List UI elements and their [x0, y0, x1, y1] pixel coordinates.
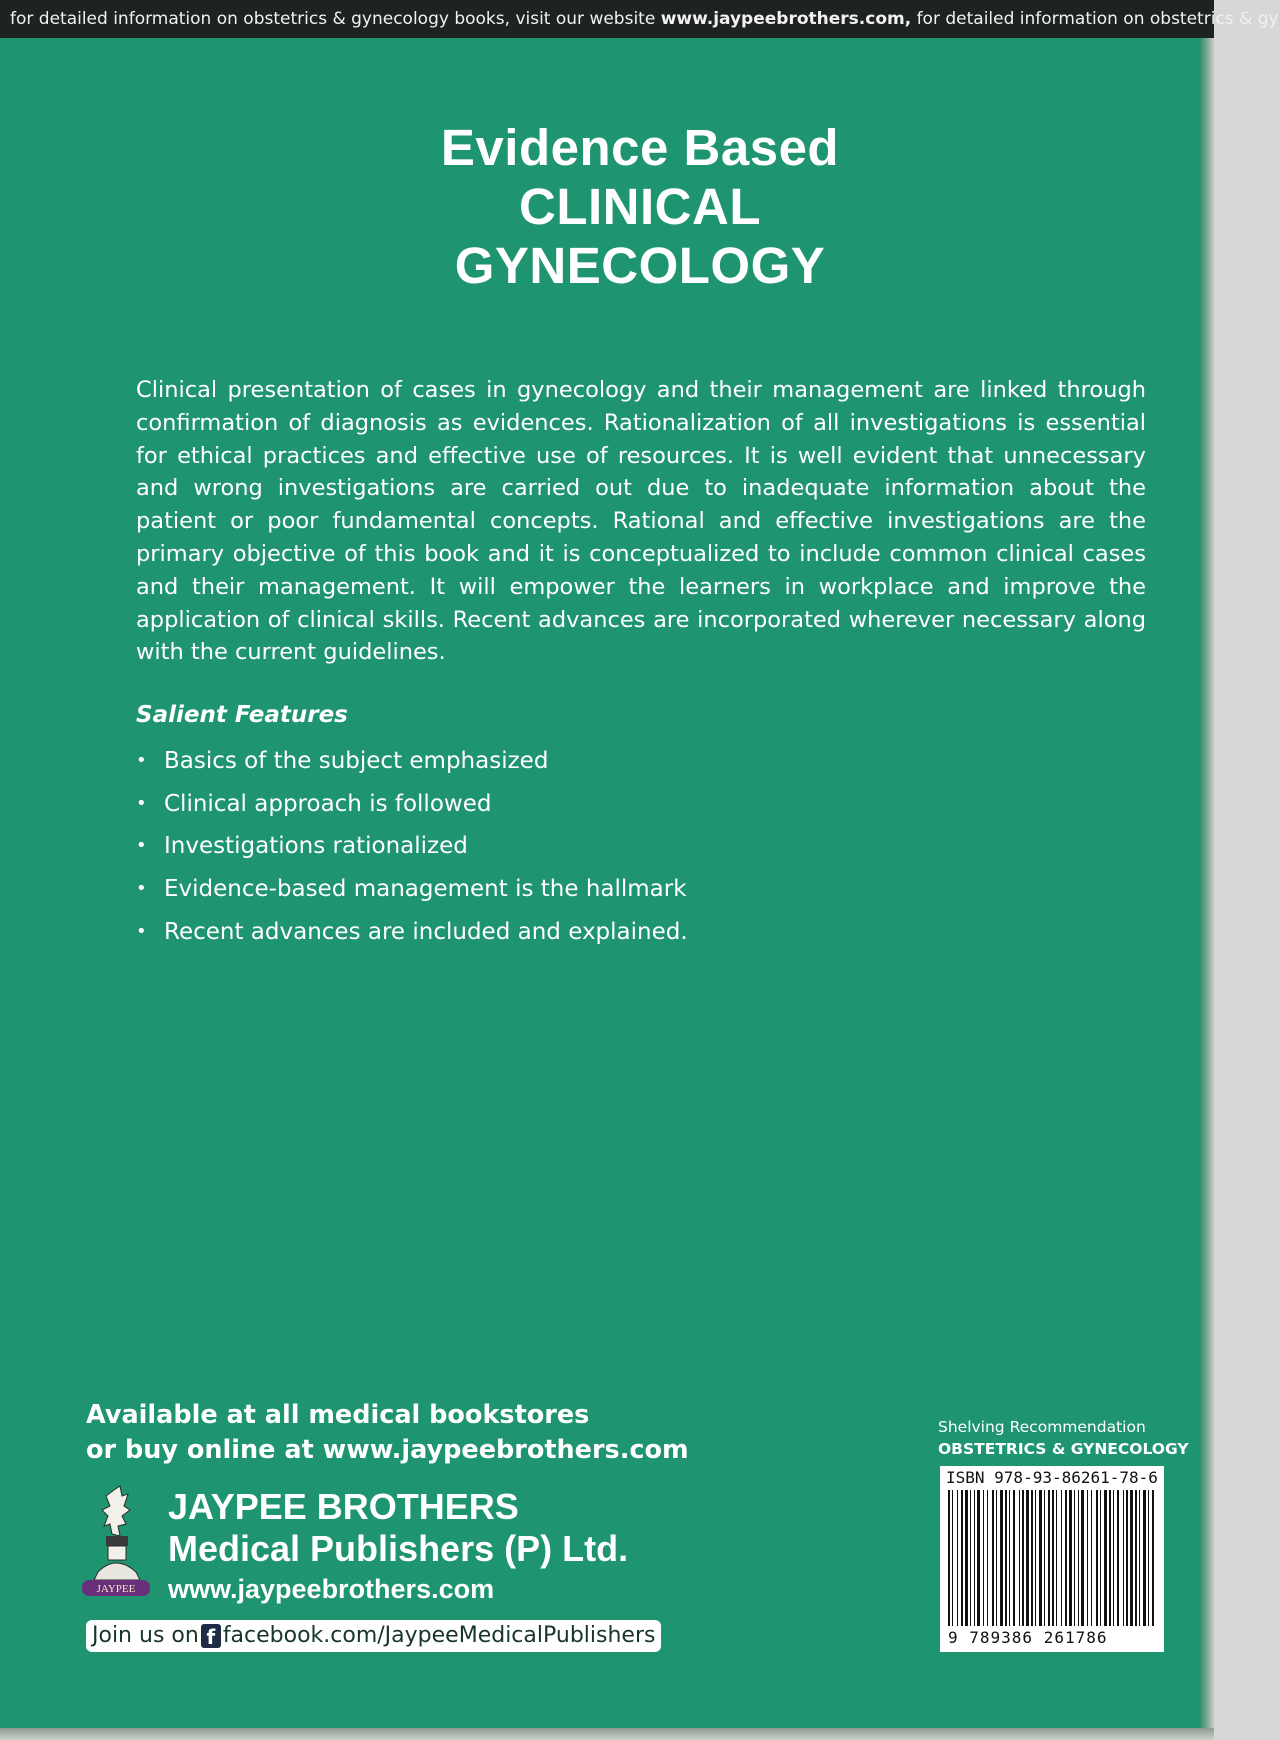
barcode-bar	[1035, 1490, 1036, 1626]
barcode-bar	[974, 1490, 975, 1626]
feature-item: • Evidence-based management is the hallmark	[136, 868, 688, 911]
barcode-bar	[1109, 1490, 1111, 1626]
top-banner	[0, 0, 1279, 38]
feature-item: • Clinical approach is followed	[136, 783, 688, 826]
barcode-bar	[1026, 1490, 1029, 1626]
barcode-bar	[983, 1490, 984, 1626]
barcode-bar	[965, 1490, 968, 1626]
cover-edge-bottom	[0, 1728, 1214, 1740]
barcode-bar	[996, 1490, 997, 1626]
banner-website-link[interactable]: www.jaypeebrothers.com,	[660, 9, 912, 29]
barcode-bar	[1135, 1490, 1137, 1626]
bullet-icon: •	[136, 878, 147, 900]
barcode-bar	[1061, 1490, 1062, 1626]
shelving-category: OBSTETRICS & GYNECOLOGY	[938, 1440, 1189, 1458]
barcode-bar	[1091, 1490, 1092, 1626]
barcode-digits: 9 789386 261786	[948, 1628, 1108, 1647]
title-line-1: Evidence Based	[440, 119, 840, 176]
facebook-badge[interactable]	[86, 1620, 661, 1652]
bullet-icon: •	[136, 750, 147, 771]
barcode-bar	[1130, 1490, 1133, 1626]
barcode-bar	[1019, 1490, 1020, 1626]
bullet-icon: •	[136, 835, 147, 857]
barcode-bars	[948, 1490, 1156, 1626]
barcode-bar	[1065, 1490, 1067, 1626]
barcode-bar	[1148, 1490, 1149, 1626]
publisher-name-line-1: JAYPEE BROTHERS	[168, 1486, 519, 1527]
barcode-bar	[1052, 1490, 1054, 1626]
feature-item: • Basics of the subject emphasized	[136, 740, 688, 783]
availability-line-2[interactable]: or buy online at www.jaypeebrothers.com	[86, 1435, 689, 1465]
isbn-text: ISBN 978-93-86261-78-6	[946, 1468, 1158, 1487]
barcode-bar	[1013, 1490, 1015, 1626]
barcode-bar	[977, 1490, 980, 1626]
barcode-bar	[987, 1490, 988, 1626]
barcode-bar	[961, 1490, 963, 1626]
bullet-icon: •	[136, 792, 147, 814]
barcode-bar	[970, 1490, 971, 1626]
barcode-bar	[1039, 1490, 1042, 1626]
barcode-bar	[992, 1490, 994, 1626]
banner-prefix: for detailed information on obstetrics & gynecology books, visit our website	[10, 9, 661, 29]
facebook-url[interactable]: facebook.com/JaypeeMedicalPublishers	[222, 1623, 656, 1648]
banner-suffix: for detailed information on obstetrics & gy	[911, 9, 1279, 29]
svg-text:JAYPEE: JAYPEE	[96, 1583, 136, 1595]
barcode-bar	[1100, 1490, 1101, 1626]
barcode-bar	[1117, 1490, 1119, 1626]
barcode-bar	[1126, 1490, 1128, 1626]
barcode-bar	[1022, 1490, 1024, 1626]
shelving-label: Shelving Recommendation	[938, 1418, 1146, 1436]
barcode-bar	[1078, 1490, 1079, 1626]
publisher-website-link[interactable]: www.jaypeebrothers.com	[168, 1574, 495, 1604]
title-line-3: GYNECOLOGY	[454, 237, 826, 294]
feature-item: • Investigations rationalized	[136, 825, 688, 868]
title-line-2: CLINICAL	[519, 178, 761, 235]
barcode-bar	[952, 1490, 953, 1626]
barcode-bar	[1087, 1490, 1088, 1626]
barcode-bar	[1113, 1490, 1114, 1626]
barcode-bar	[1044, 1490, 1045, 1626]
barcode-bar	[1048, 1490, 1050, 1626]
publisher-logo-icon	[80, 1484, 152, 1596]
barcode-bar	[1069, 1490, 1072, 1626]
availability-line-1: Available at all medical bookstores	[86, 1400, 590, 1430]
barcode-bar	[1000, 1490, 1003, 1626]
barcode-bar	[957, 1490, 958, 1626]
cover-edge-right	[1200, 38, 1214, 1728]
barcode-bar	[1152, 1490, 1154, 1626]
book-description: Clinical presentation of cases in gynecology and their management are linked through confirmation of diagnosis as evidences. Rationalization of all investigations is essential for ethical practices and effective use of resources. It is well evident that unnecessary and wrong investigations are carried out due to inadequate information about the patient or poor fundamental concepts. Rational and effective investigations are the primary objective of this book and it is conceptualized to include common clinical cases and their management. It will empower the learners in workplace and improve the application of clinical skills. Recent advances are incorporated wherever necessary along with the current guidelines.	[136, 377, 1146, 666]
shelving-recommendation	[938, 1416, 1189, 1460]
bullet-icon: •	[136, 920, 147, 942]
barcode-bar	[1056, 1490, 1057, 1626]
barcode-bar	[1009, 1490, 1010, 1626]
barcode-bar	[1074, 1490, 1075, 1626]
book-title	[300, 118, 980, 295]
barcode-bar	[1031, 1490, 1033, 1626]
publisher-name-line-2: Medical Publishers (P) Ltd.	[168, 1528, 629, 1569]
barcode-bar	[1143, 1490, 1146, 1626]
features-heading: Salient Features	[136, 702, 348, 728]
features-list	[136, 740, 688, 953]
isbn-barcode	[940, 1466, 1164, 1652]
barcode-bar	[1005, 1490, 1007, 1626]
feature-item: • Recent advances are included and explained.	[136, 911, 688, 954]
barcode-bar	[948, 1490, 950, 1626]
barcode-bar	[1123, 1490, 1124, 1626]
facebook-prefix: Join us on	[92, 1623, 199, 1648]
barcode-bar	[1096, 1490, 1098, 1626]
publisher-block	[168, 1486, 628, 1606]
barcode-bar	[1104, 1490, 1107, 1626]
barcode-bar	[1081, 1490, 1084, 1626]
availability-note	[86, 1398, 689, 1468]
facebook-icon: f	[201, 1624, 221, 1648]
barcode-bar	[1139, 1490, 1140, 1626]
